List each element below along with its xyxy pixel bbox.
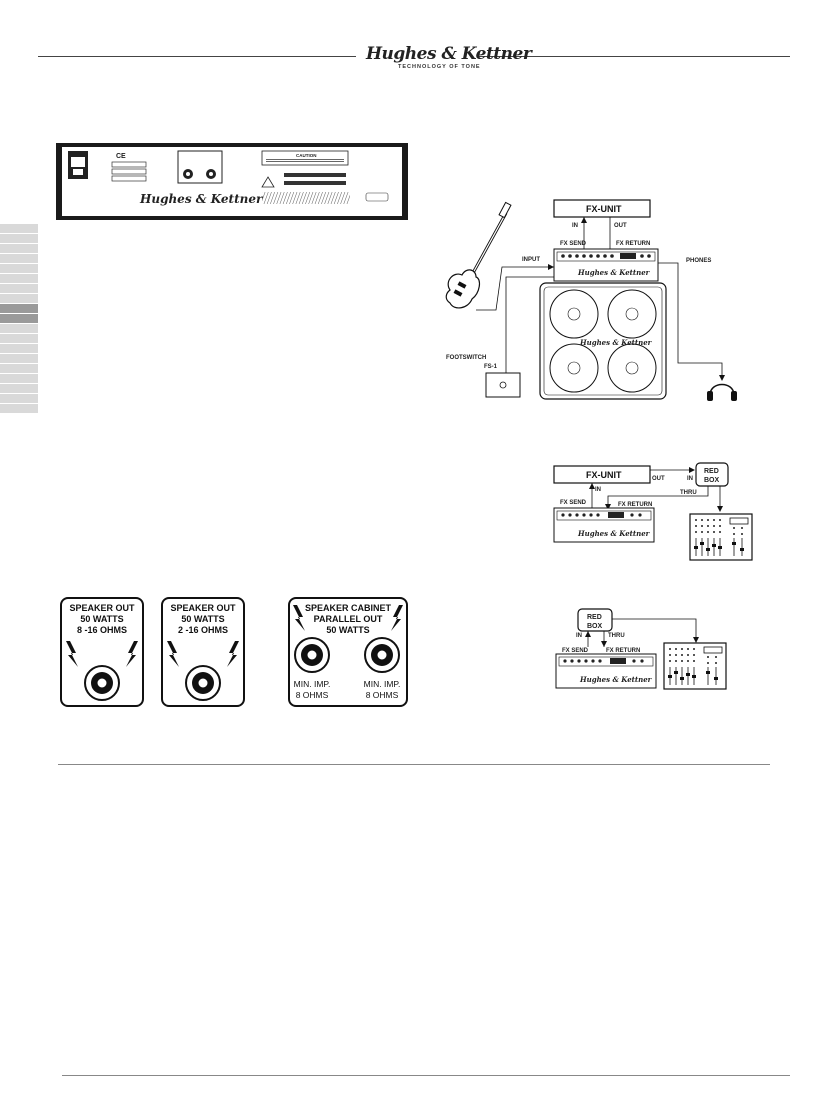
speaker-out-panel-2 — [161, 597, 245, 707]
guitar-illustration — [446, 202, 511, 308]
right-imp-line2: 8 OHMS — [365, 690, 399, 700]
headphones-icon — [707, 385, 737, 402]
left-imp-line1: MIN. IMP. — [293, 679, 331, 689]
cabinet-line1: SPEAKER CABINET — [304, 603, 392, 613]
cabinet-parallel-out-panel — [288, 597, 408, 707]
fx-return-label: FX RETURN — [616, 241, 651, 247]
diagram-fx-loop-setup — [440, 195, 745, 405]
fx-send-label: FX SEND — [560, 241, 587, 247]
header-rule-left — [38, 56, 356, 57]
speaker-out-1-line2: 50 WATTS — [80, 614, 124, 624]
speaker-out-panel-1 — [60, 597, 144, 707]
diagram-red-box-fx — [548, 460, 758, 565]
fx-send-label-3: FX SEND — [562, 648, 589, 654]
speaker-out-2-line2: 50 WATTS — [181, 614, 225, 624]
footswitch-model: FS-1 — [484, 364, 498, 370]
amp-brand-1: Hughes & Kettner — [578, 268, 650, 277]
ce-mark: CE — [116, 153, 126, 160]
redbox-in-label-2: IN — [687, 476, 693, 482]
speaker-out-1-line3: 8 -16 OHMS — [76, 625, 128, 635]
cabinet-brand: Hughes & Kettner — [580, 338, 652, 347]
redbox-in-label-3: IN — [576, 633, 582, 639]
right-imp-line1: MIN. IMP. — [363, 679, 401, 689]
thru-label-2: THRU — [680, 490, 697, 496]
fx-in-label: IN — [572, 223, 578, 229]
red-box-2-line1: RED — [704, 468, 719, 475]
speaker-out-2-line3: 2 -16 OHMS — [177, 625, 229, 635]
fx-out-label: OUT — [614, 223, 627, 229]
amp-brand-3: Hughes & Kettner — [580, 675, 652, 684]
section-divider — [58, 764, 770, 765]
cabinet-line2: PARALLEL OUT — [313, 614, 383, 624]
fx-in-label-2: IN — [595, 487, 601, 493]
red-box-3-line2: BOX — [587, 623, 603, 630]
amp-brand-2: Hughes & Kettner — [578, 529, 650, 538]
rear-panel-brand: Hughes & Kettner — [140, 192, 263, 206]
footswitch-label: FOOTSWITCH — [446, 355, 487, 361]
mixer-console-3 — [664, 643, 726, 689]
fx-return-label-3: FX RETURN — [606, 648, 641, 654]
diagram-red-box-direct — [552, 605, 762, 693]
red-box-2-line2: BOX — [704, 477, 720, 484]
phones-label: PHONES — [686, 258, 712, 264]
red-box-3-line1: RED — [587, 614, 602, 621]
mixer-console-2 — [690, 514, 752, 560]
brand-logo: Hughes & Kettner — [366, 44, 532, 64]
footer-rule — [62, 1075, 790, 1076]
fx-unit-label-2: FX-UNIT — [586, 470, 622, 480]
rear-panel-illustration — [56, 143, 408, 220]
fx-out-label-2: OUT — [652, 476, 665, 482]
cabinet-line3: 50 WATTS — [326, 625, 370, 635]
fx-unit-label: FX-UNIT — [586, 204, 622, 214]
input-label: INPUT — [522, 257, 540, 263]
left-imp-line2: 8 OHMS — [295, 690, 329, 700]
caution-title: CAUTION — [296, 153, 317, 158]
brand-tagline: TECHNOLOGY OF TONE — [398, 64, 481, 70]
thru-label-3: THRU — [608, 633, 625, 639]
fx-send-label-2: FX SEND — [560, 500, 587, 506]
speaker-out-1-line1: SPEAKER OUT — [69, 603, 135, 613]
side-tab-markers — [0, 224, 38, 414]
fx-return-label-2: FX RETURN — [618, 502, 653, 508]
speaker-out-2-line1: SPEAKER OUT — [170, 603, 236, 613]
